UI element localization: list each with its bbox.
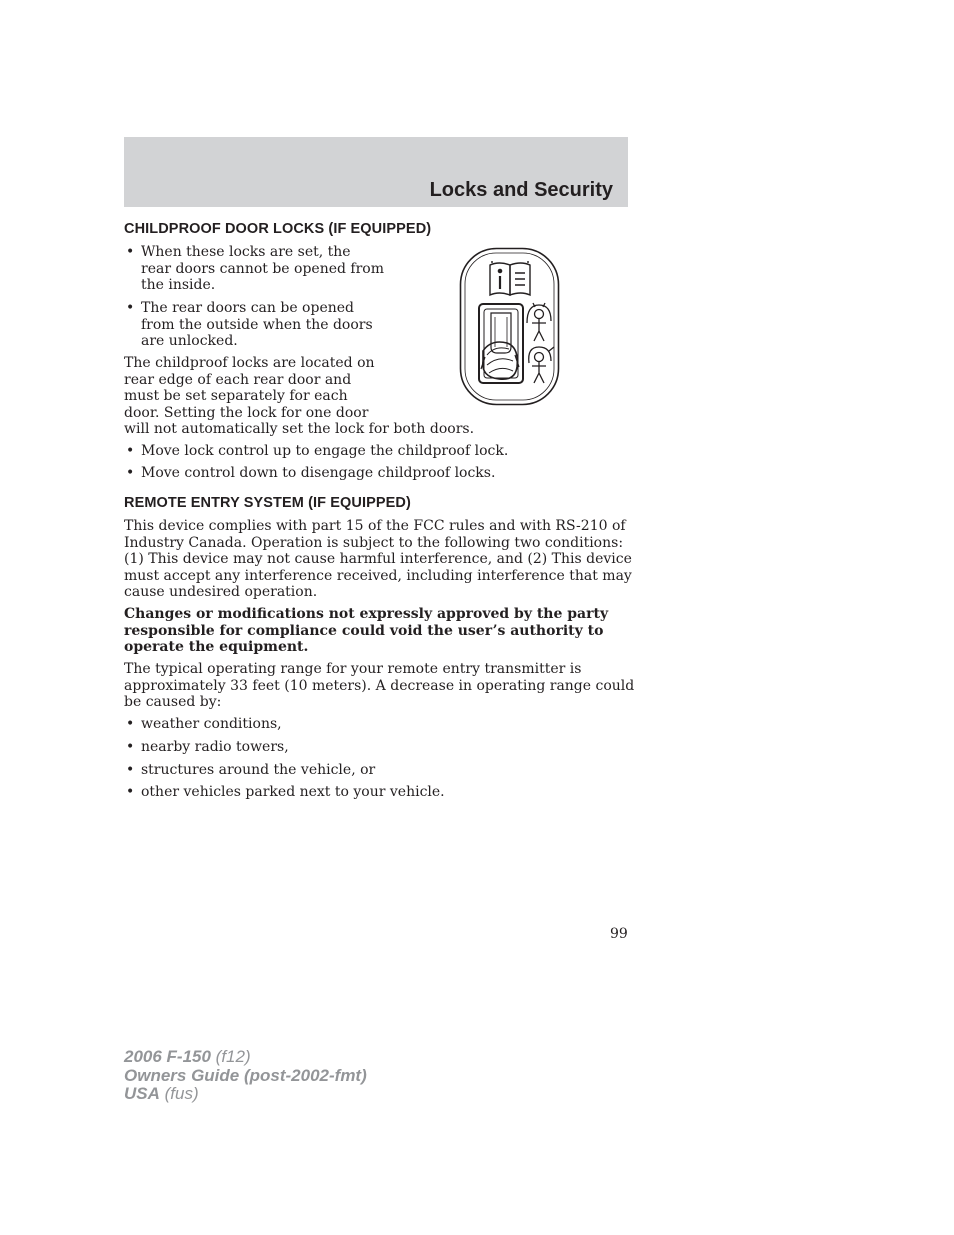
text-line: The typical operating range for your remote entry transmitter is bbox=[124, 661, 582, 677]
footer-model: 2006 F-150 bbox=[124, 1047, 211, 1066]
section-title: Locks and Security bbox=[429, 179, 613, 201]
bullet-text: Move lock control up to engage the childproof lock. bbox=[141, 443, 509, 459]
page-number: 99 bbox=[610, 926, 628, 942]
footer-line bbox=[124, 1048, 367, 1067]
text-line: approximately 33 feet (10 meters). A decrease in operating range could bbox=[124, 677, 635, 694]
bullet-text: other vehicles parked next to your vehicle. bbox=[141, 784, 445, 800]
text-line: Industry Canada. Operation is subject to the following two conditions: bbox=[124, 534, 624, 551]
text-line: will not automatically set the lock for both doors. bbox=[124, 421, 475, 437]
childproof-lock-illustration bbox=[459, 247, 561, 407]
text-line: be caused by: bbox=[124, 694, 222, 710]
text-line: rear edge of each rear door and bbox=[124, 371, 352, 388]
text-line: The childproof locks are located on bbox=[124, 355, 375, 371]
footer-market-code: (fus) bbox=[159, 1084, 199, 1103]
footer-line bbox=[124, 1085, 367, 1104]
footer-code: (f12) bbox=[210, 1047, 251, 1066]
bullet-icon: • bbox=[126, 465, 135, 481]
remote-entry-heading: REMOTE ENTRY SYSTEM (IF EQUIPPED) bbox=[124, 495, 411, 511]
bullet-text: Move control down to disengage childproof locks. bbox=[141, 465, 496, 481]
bullet-icon: • bbox=[126, 762, 135, 778]
section-header-bar bbox=[124, 137, 628, 207]
text-line: Changes or modifications not expressly approved by the party bbox=[124, 606, 609, 622]
text-line: door. Setting the lock for one door bbox=[124, 404, 369, 421]
modification-warning bbox=[124, 606, 608, 656]
bullet-text: nearby radio towers, bbox=[141, 739, 289, 755]
bullet-line: the inside. bbox=[141, 277, 216, 293]
bullet-icon: • bbox=[126, 739, 135, 755]
bullet-line: rear doors cannot be opened from bbox=[141, 260, 385, 277]
childproof-heading: CHILDPROOF DOOR LOCKS (IF EQUIPPED) bbox=[124, 221, 432, 237]
bullet-text: structures around the vehicle, or bbox=[141, 762, 376, 778]
bullet-icon: • bbox=[126, 784, 135, 800]
document-footer bbox=[124, 1048, 367, 1104]
text-line: cause undesired operation. bbox=[124, 584, 318, 600]
text-line: must be set separately for each bbox=[124, 388, 348, 404]
bullet-line: are unlocked. bbox=[141, 333, 238, 349]
childproof-paragraph bbox=[124, 355, 474, 438]
range-paragraph bbox=[124, 661, 634, 711]
bullet-line: from the outside when the doors bbox=[141, 316, 373, 333]
bullet-icon: • bbox=[126, 716, 135, 732]
text-line: operate the equipment. bbox=[124, 639, 309, 655]
bullet-icon: • bbox=[126, 244, 135, 260]
bullet-line: The rear doors can be opened bbox=[141, 300, 354, 316]
bullet-text: weather conditions, bbox=[141, 716, 282, 732]
footer-guide: Owners Guide (post-2002-fmt) bbox=[124, 1065, 367, 1085]
text-line: (1) This device may not cause harmful interference, and (2) This device bbox=[124, 551, 632, 567]
text-line: This device complies with part 15 of the FCC rules and with RS-210 of bbox=[124, 518, 626, 534]
text-line: must accept any interference received, including interference that may bbox=[124, 567, 632, 584]
text-line: responsible for compliance could void the user’s authority to bbox=[124, 622, 604, 639]
bullet-icon: • bbox=[126, 300, 135, 316]
bullet-line: When these locks are set, the bbox=[141, 244, 351, 260]
fcc-paragraph bbox=[124, 518, 632, 601]
footer-market: USA bbox=[124, 1084, 160, 1103]
bullet-icon: • bbox=[126, 443, 135, 459]
